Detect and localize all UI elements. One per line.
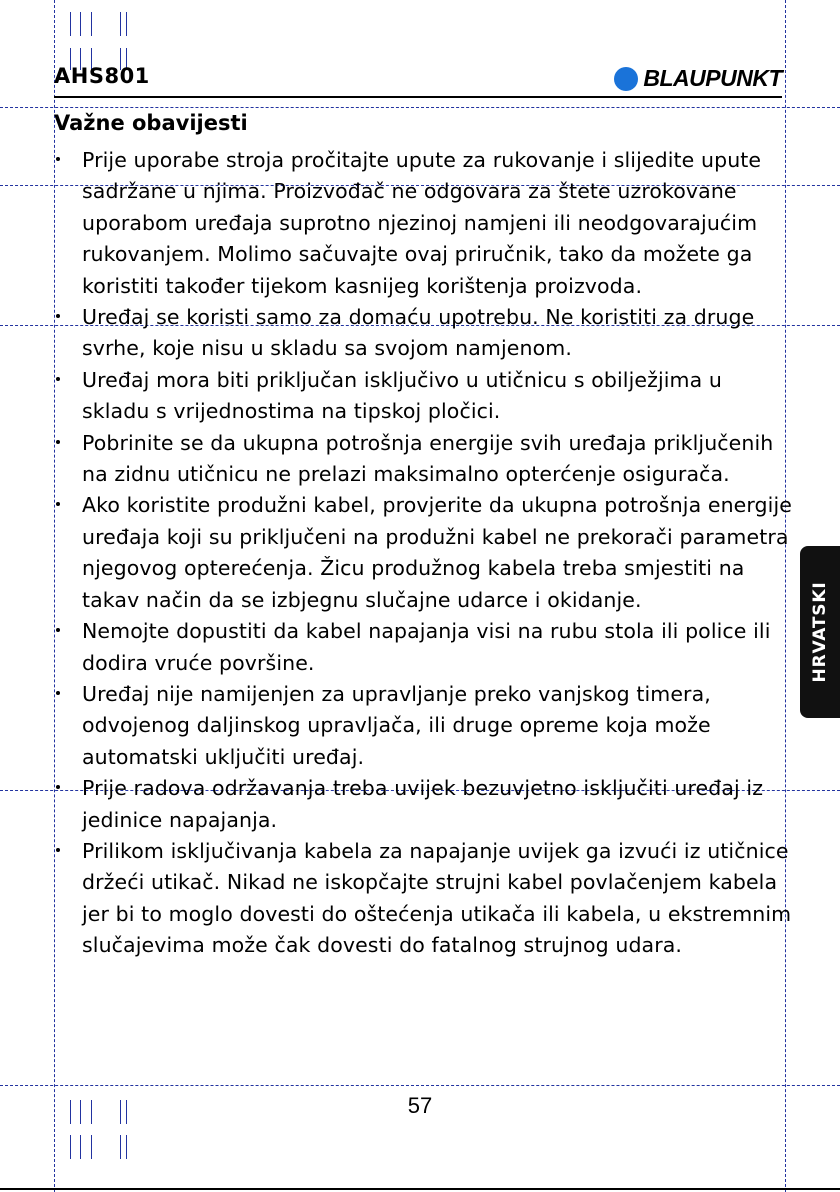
bullet-icon [56,157,60,161]
note-item [54,679,794,773]
bullet-icon [56,440,60,444]
brand-name: BLAUPUNKT [643,65,782,91]
page-number: 57 [407,1093,433,1118]
note-item [54,302,794,365]
note-text: Uređaj se koristi samo za domaću upotrebu. Ne koristiti za druge svrhe, koje nisu u skladu sa svojom namjenom. [82,305,755,361]
note-item [54,428,794,491]
page-header [54,64,782,98]
bullet-icon [56,502,60,506]
note-item [54,145,794,302]
language-tab-label: HRVATSKI [810,581,830,683]
note-text: Prije radova održavanja treba uvijek bezuvjetno isključiti uređaj iz jedinice napajanja. [82,776,764,832]
note-text: Uređaj nije namijenjen za upravljanje preko vanjskog timera, odvojenog daljinskog upravljača, ili druge opreme koja može automatski uključiti uređaj. [82,681,711,769]
bullet-icon [56,377,60,381]
note-item [54,616,794,679]
note-text: Ako koristite produžni kabel, provjerite da ukupna potrošnja energije uređaja koji su priključeni na produžni kabel ne prekorači parametra njegovog opterećenja. Žicu produžnog kabela treba smjestiti na takav način da se izbjegnu slučajne udarce i okidanje. [82,493,792,612]
bullet-icon [56,314,60,318]
note-text: Prije uporabe stroja pročitajte upute za rukovanje i slijedite upute sadržane u njima. Proizvođač ne odgovara za štete uzrokovane uporabom uređaja suprotno njezinoj namjeni ili neodgovarajućim rukovanjem. Molimo sačuvajte ovaj priručnik, tako da možete ga koristiti također tijekom kasnijeg korištenja proizvoda. [82,148,762,298]
brand-logo [614,65,782,92]
note-item [54,365,794,428]
language-tab [800,546,840,718]
bullet-icon [56,785,60,789]
note-item [54,773,794,836]
bottom-rule [0,1188,840,1190]
note-text: Prilikom isključivanja kabela za napajanje uvijek ga izvući iz utičnice držeći utikač. Nikad ne iskopčajte strujni kabel povlačenjem kabela jer bi to moglo dovesti do oštećenja utikača ili kabela, u ekstremnim slučajevima može čak dovesti do fatalnog strujnog udara. [82,838,792,958]
bullet-icon [56,628,60,632]
notes-list [54,145,794,962]
note-text: Pobrinite se da ukupna potrošnja energije svih uređaja priključenih na zidnu utičnicu ne prelazi maksimalno opterćenje osigurača. [82,430,774,487]
note-item [54,836,794,962]
section-title: Važne obavijesti [54,111,248,135]
note-item [54,490,794,616]
note-text: Nemojte dopustiti da kabel napajanja visi na rubu stola ili police ili dodira vruće površine. [82,619,771,675]
bullet-icon [56,691,60,695]
bullet-icon [56,848,60,852]
brand-dot-icon [614,67,638,91]
note-text: Uređaj mora biti priključan isključivo u utičnicu s obilježjima u skladu s vrijednostima na tipskoj pločici. [82,367,722,424]
model-number: AHS801 [54,64,150,88]
